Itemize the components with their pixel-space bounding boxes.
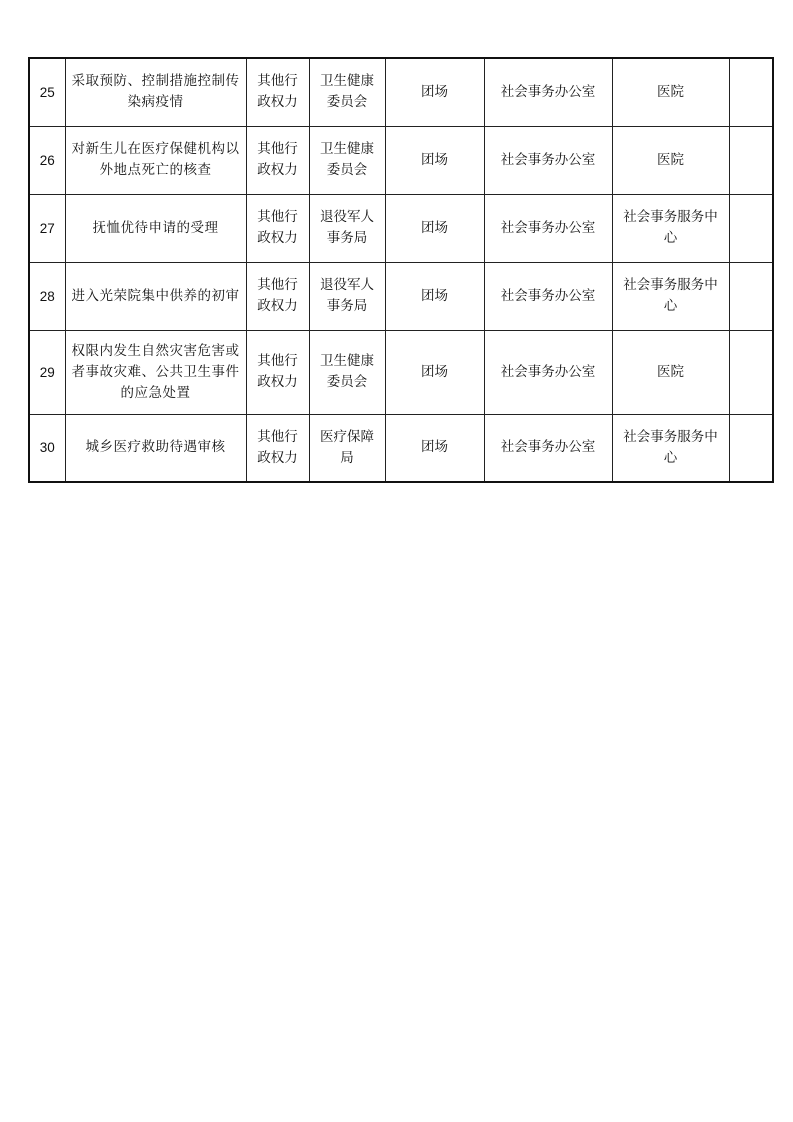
power-item: 对新生儿在医疗保健机构以外地点死亡的核查: [65, 126, 246, 194]
responsible-department: 退役军人事务局: [309, 194, 385, 262]
office: 社会事务办公室: [484, 330, 612, 414]
row-number: 27: [29, 194, 65, 262]
row-number: 25: [29, 58, 65, 126]
note: [729, 262, 773, 330]
office: 社会事务办公室: [484, 262, 612, 330]
responsible-department: 卫生健康委员会: [309, 58, 385, 126]
power-item: 抚恤优待申请的受理: [65, 194, 246, 262]
row-number: 29: [29, 330, 65, 414]
office: 社会事务办公室: [484, 126, 612, 194]
implementer: 医院: [612, 330, 729, 414]
note: [729, 58, 773, 126]
note: [729, 126, 773, 194]
table-row: [29, 194, 773, 262]
power-category: 其他行政权力: [246, 58, 309, 126]
table-row: [29, 262, 773, 330]
power-list-table: [28, 57, 774, 483]
power-item: 采取预防、控制措施控制传染病疫情: [65, 58, 246, 126]
table-row: [29, 126, 773, 194]
office: 社会事务办公室: [484, 58, 612, 126]
office: 社会事务办公室: [484, 194, 612, 262]
office: 社会事务办公室: [484, 414, 612, 482]
row-number: 28: [29, 262, 65, 330]
power-category: 其他行政权力: [246, 262, 309, 330]
responsible-department: 卫生健康委员会: [309, 330, 385, 414]
table-row: [29, 330, 773, 414]
power-category: 其他行政权力: [246, 126, 309, 194]
power-category: 其他行政权力: [246, 330, 309, 414]
row-number: 26: [29, 126, 65, 194]
power-item: 城乡医疗救助待遇审核: [65, 414, 246, 482]
level: 团场: [385, 126, 484, 194]
implementer: 社会事务服务中心: [612, 262, 729, 330]
level: 团场: [385, 58, 484, 126]
implementer: 医院: [612, 126, 729, 194]
power-item: 权限内发生自然灾害危害或者事故灾难、公共卫生事件的应急处置: [65, 330, 246, 414]
responsible-department: 医疗保障局: [309, 414, 385, 482]
note: [729, 194, 773, 262]
power-category: 其他行政权力: [246, 194, 309, 262]
responsible-department: 退役军人事务局: [309, 262, 385, 330]
implementer: 社会事务服务中心: [612, 194, 729, 262]
note: [729, 330, 773, 414]
level: 团场: [385, 262, 484, 330]
implementer: 社会事务服务中心: [612, 414, 729, 482]
level: 团场: [385, 194, 484, 262]
table-row: [29, 414, 773, 482]
level: 团场: [385, 330, 484, 414]
level: 团场: [385, 414, 484, 482]
row-number: 30: [29, 414, 65, 482]
power-item: 进入光荣院集中供养的初审: [65, 262, 246, 330]
note: [729, 414, 773, 482]
power-category: 其他行政权力: [246, 414, 309, 482]
responsible-department: 卫生健康委员会: [309, 126, 385, 194]
implementer: 医院: [612, 58, 729, 126]
table-row: [29, 58, 773, 126]
